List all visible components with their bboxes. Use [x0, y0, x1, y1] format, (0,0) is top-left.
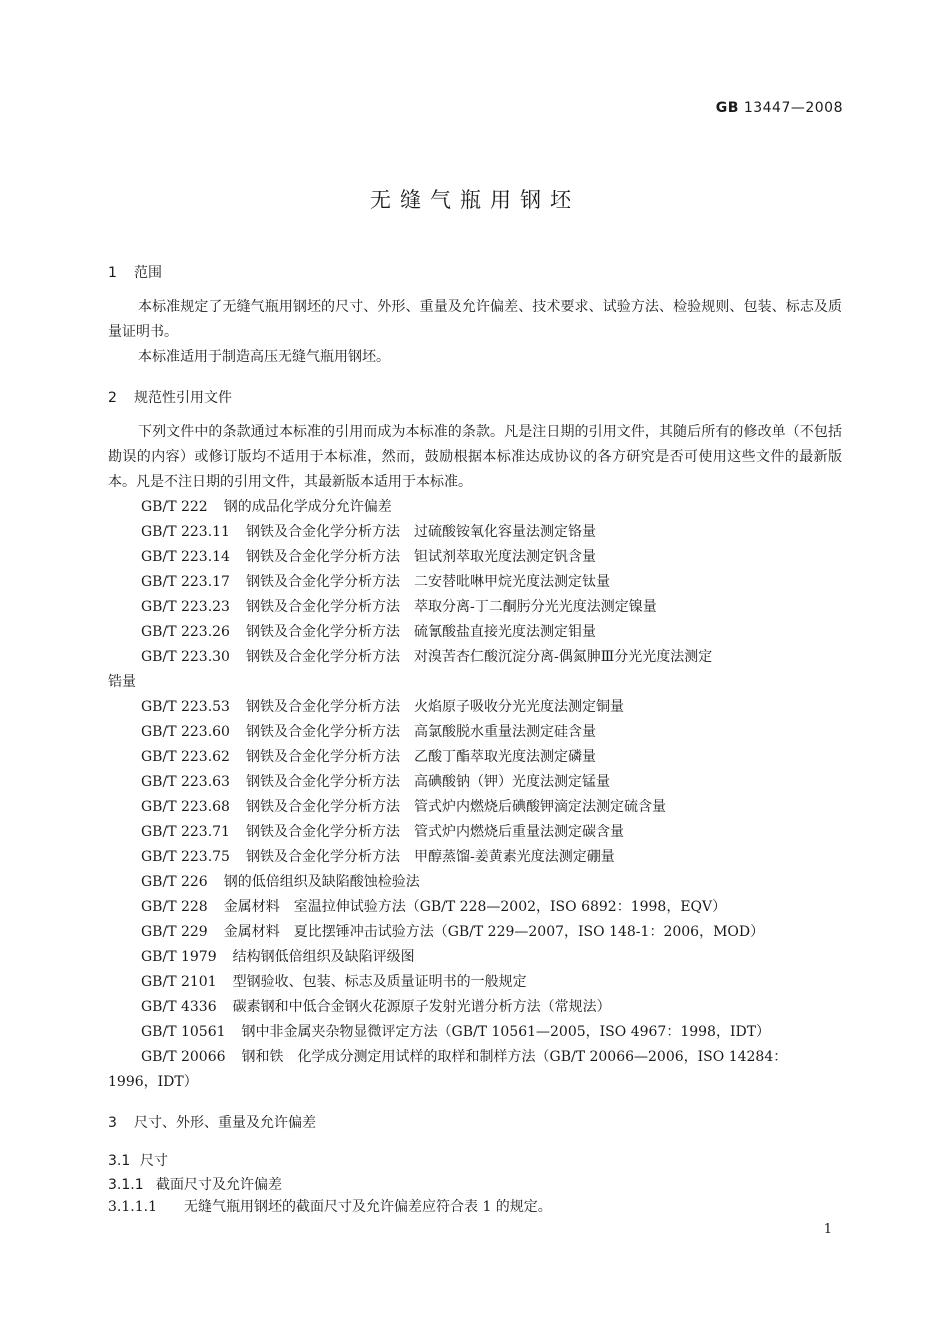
reference-item	[108, 745, 842, 770]
section-number: 2	[108, 390, 117, 406]
reference-code: GB/T 223.53	[141, 699, 230, 715]
section-2-intro: 下列文件中的条款通过本标准的引用而成为本标准的条款。凡是注日期的引用文件，其随后所有的修改单（不包括勘误的内容）或修订版均不适用于本标准，然而，鼓励根据本标准达成协议的各方研究是否可使用这些文件的最新版本。凡是不注日期的引用文件，其最新版本适用于本标准。	[108, 424, 842, 490]
section-title: 尺寸、外形、重量及允许偏差	[134, 1115, 316, 1131]
section-1-paragraph-1: 本标准规定了无缝气瓶用钢坯的尺寸、外形、重量及允许偏差、技术要求、试验方法、检验规则、包装、标志及质量证明书。	[108, 299, 842, 340]
reference-title: 钢的低倍组织及缺陷酸蚀检验法	[223, 874, 420, 890]
reference-method: 高碘酸钠（钾）光度法测定锰量	[413, 774, 610, 790]
reference-code: GB/T 223.60	[141, 724, 230, 740]
reference-method: 夏比摆锤冲击试验方法（GB/T 229—2007，ISO 148-1：2006，MOD）	[293, 924, 765, 940]
reference-method: 二安替吡啉甲烷光度法测定钛量	[413, 574, 610, 590]
reference-item	[108, 820, 842, 845]
reference-item	[108, 1045, 842, 1070]
reference-code: GB/T 223.71	[141, 824, 230, 840]
reference-method: 管式炉内燃烧后碘酸钾滴定法测定硫含量	[413, 799, 666, 815]
reference-method: 管式炉内燃烧后重量法测定碳含量	[413, 824, 624, 840]
section-3-heading	[108, 1112, 316, 1132]
reference-item	[108, 920, 842, 945]
reference-item	[108, 595, 842, 620]
reference-title: 钢铁及合金化学分析方法	[245, 624, 400, 640]
reference-method: 室温拉伸试验方法（GB/T 228—2002，ISO 6892：1998，EQV）	[293, 899, 727, 915]
standard-code	[716, 100, 843, 116]
document-title: 无缝气瓶用钢坯	[370, 188, 580, 212]
standard-number: 13447—2008	[743, 100, 843, 116]
reference-title: 钢铁及合金化学分析方法	[245, 849, 400, 865]
page-number: 1	[823, 1222, 832, 1237]
reference-code: GB/T 223.23	[141, 599, 230, 615]
reference-item	[108, 870, 842, 895]
subsection-number: 3.1.1	[108, 1177, 144, 1193]
reference-item	[108, 1020, 842, 1045]
reference-title: 钢铁及合金化学分析方法	[245, 749, 400, 765]
section-number: 1	[108, 265, 117, 281]
reference-title: 钢的成品化学成分允许偏差	[223, 499, 392, 515]
reference-title: 金属材料	[223, 924, 280, 940]
reference-code: GB/T 223.63	[141, 774, 230, 790]
subsection-title: 截面尺寸及允许偏差	[156, 1177, 282, 1193]
reference-method: 高氯酸脱水重量法测定硅含量	[413, 724, 596, 740]
reference-continuation: 1996，IDT）	[108, 1074, 198, 1090]
reference-code: GB/T 10561	[141, 1024, 226, 1040]
reference-code: GB/T 4336	[141, 999, 217, 1015]
reference-code: GB/T 223.17	[141, 574, 230, 590]
reference-title: 钢铁及合金化学分析方法	[245, 699, 400, 715]
reference-method: 萃取分离-丁二酮肟分光光度法测定镍量	[413, 599, 657, 615]
reference-method: 硫氰酸盐直接光度法测定钼量	[413, 624, 596, 640]
reference-title: 钢铁及合金化学分析方法	[245, 599, 400, 615]
section-title: 规范性引用文件	[134, 390, 232, 406]
section-1-heading	[108, 262, 162, 282]
reference-title: 钢铁及合金化学分析方法	[245, 649, 400, 665]
reference-item	[108, 845, 842, 870]
section-3-1-1-heading	[108, 1174, 282, 1194]
reference-title: 钢和铁	[241, 1049, 284, 1065]
reference-title: 钢铁及合金化学分析方法	[245, 524, 400, 540]
reference-title: 钢铁及合金化学分析方法	[245, 799, 400, 815]
reference-continuation: 锆量	[108, 674, 136, 690]
reference-code: GB/T 223.30	[141, 649, 230, 665]
reference-code: GB/T 223.14	[141, 549, 230, 565]
reference-item	[108, 695, 842, 720]
reference-code: GB/T 222	[141, 499, 208, 515]
reference-code: GB/T 223.26	[141, 624, 230, 640]
reference-title: 钢铁及合金化学分析方法	[245, 824, 400, 840]
clause-number: 3.1.1.1	[108, 1199, 157, 1215]
section-1-paragraph-2: 本标准适用于制造高压无缝气瓶用钢坯。	[138, 349, 390, 365]
reference-item	[108, 895, 842, 920]
reference-title: 钢铁及合金化学分析方法	[245, 724, 400, 740]
reference-item	[108, 995, 842, 1020]
reference-item	[108, 570, 842, 595]
subsection-title: 尺寸	[140, 1153, 168, 1169]
reference-title: 钢铁及合金化学分析方法	[245, 574, 400, 590]
reference-item	[108, 795, 842, 820]
reference-title: 结构钢低倍组织及缺陷评级图	[232, 949, 415, 965]
reference-item	[108, 720, 842, 745]
standard-prefix: GB	[715, 100, 739, 116]
reference-item	[108, 945, 842, 970]
reference-title: 碳素钢和中低合金钢火花源原子发射光谱分析方法（常规法）	[232, 999, 611, 1015]
reference-item	[108, 770, 842, 795]
subsection-number: 3.1	[108, 1153, 131, 1169]
reference-title: 钢中非金属夹杂物显微评定方法（GB/T 10561—2005，ISO 4967：1998，IDT）	[241, 1024, 771, 1040]
reference-code: GB/T 223.11	[141, 524, 230, 540]
reference-title: 型钢验收、包装、标志及质量证明书的一般规定	[232, 974, 527, 990]
reference-method: 火焰原子吸收分光光度法测定铜量	[413, 699, 624, 715]
reference-method: 钽试剂萃取光度法测定钒含量	[413, 549, 596, 565]
reference-title: 钢铁及合金化学分析方法	[245, 774, 400, 790]
reference-method: 乙酸丁酯萃取光度法测定磷量	[413, 749, 596, 765]
reference-method: 化学成分测定用试样的取样和制样方法（GB/T 20066—2006，ISO 14284：	[297, 1049, 788, 1065]
reference-method: 甲醇蒸馏-姜黄素光度法测定硼量	[413, 849, 615, 865]
reference-title: 金属材料	[223, 899, 280, 915]
reference-item	[108, 545, 842, 570]
reference-code: GB/T 223.75	[141, 849, 230, 865]
reference-code: GB/T 228	[141, 899, 208, 915]
reference-item	[108, 645, 842, 670]
section-3-1-heading	[108, 1150, 168, 1170]
reference-code: GB/T 223.62	[141, 749, 230, 765]
reference-code: GB/T 226	[141, 874, 208, 890]
reference-code: GB/T 223.68	[141, 799, 230, 815]
clause-text: 无缝气瓶用钢坯的截面尺寸及允许偏差应符合表 1 的规定。	[184, 1199, 552, 1215]
reference-code: GB/T 20066	[141, 1049, 226, 1065]
section-2-heading	[108, 387, 232, 407]
reference-method: 对溴苦杏仁酸沉淀分离-偶氮胂Ⅲ分光光度法测定	[413, 649, 713, 665]
reference-item	[108, 520, 842, 545]
reference-item	[108, 970, 842, 995]
reference-title: 钢铁及合金化学分析方法	[245, 549, 400, 565]
reference-code: GB/T 229	[141, 924, 208, 940]
section-title: 范围	[134, 265, 162, 281]
section-3-1-1-1-text	[108, 1195, 842, 1220]
reference-code: GB/T 1979	[141, 949, 217, 965]
section-number: 3	[108, 1115, 117, 1131]
reference-code: GB/T 2101	[141, 974, 217, 990]
reference-method: 过硫酸铵氧化容量法测定铬量	[413, 524, 596, 540]
reference-item	[108, 495, 842, 520]
reference-item	[108, 620, 842, 645]
